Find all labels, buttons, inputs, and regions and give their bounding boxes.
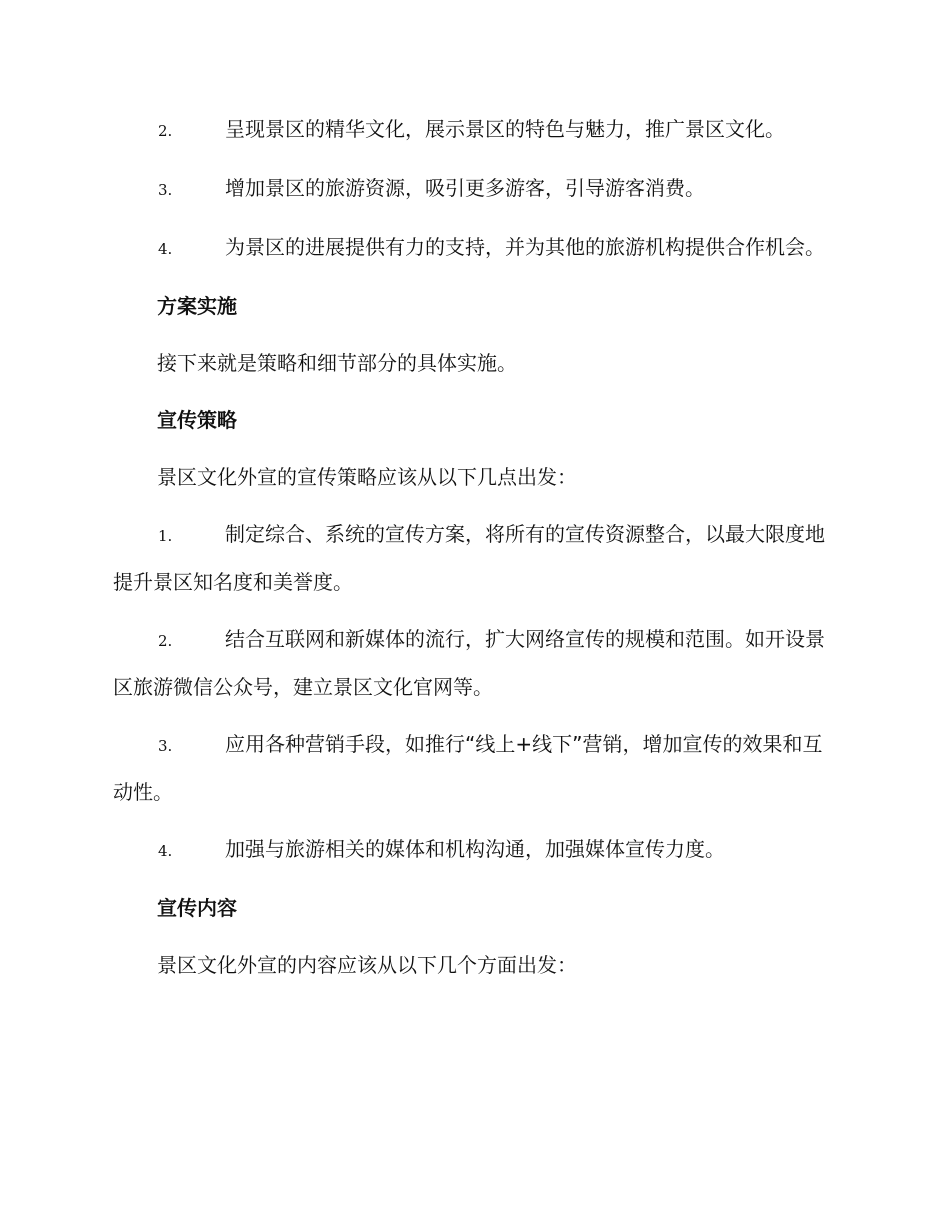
section-heading-strategy: 宣传策略 xyxy=(157,408,237,432)
list-text: 为景区的进展提供有力的支持，并为其他的旅游机构提供合作机会。 xyxy=(225,235,825,259)
list-text: 应用各种营销手段，如推行“线上+线下”营销，增加宣传的效果和互动性。 xyxy=(113,732,823,804)
list-text: 增加景区的旅游资源，吸引更多游客，引导游客消费。 xyxy=(225,176,705,200)
paragraph-content: 景区文化外宣的内容应该从以下几个方面出发： xyxy=(157,953,577,977)
section-heading-implementation: 方案实施 xyxy=(157,294,237,318)
section-heading-content: 宣传内容 xyxy=(157,896,237,920)
list-number: 1. xyxy=(158,527,173,545)
list-item xyxy=(113,165,835,213)
paragraph-strategy: 景区文化外宣的宣传策略应该从以下几点出发： xyxy=(157,465,577,489)
list-item xyxy=(113,616,835,710)
list-number: 2. xyxy=(158,122,173,140)
list-item xyxy=(113,106,835,154)
list-text: 结合互联网和新媒体的流行，扩大网络宣传的规模和范围。如开设景区旅游微信公众号，建立景区文化官网等。 xyxy=(113,627,825,699)
list-text: 制定综合、系统的宣传方案，将所有的宣传资源整合，以最大限度地提升景区知名度和美誉度。 xyxy=(113,522,825,594)
list-number: 3. xyxy=(158,737,173,755)
document-body xyxy=(113,106,835,999)
list-item xyxy=(113,721,835,815)
list-number: 4. xyxy=(158,842,173,860)
list-number: 4. xyxy=(158,240,173,258)
list-number: 2. xyxy=(158,632,173,650)
list-item xyxy=(113,224,835,272)
list-text: 呈现景区的精华文化，展示景区的特色与魅力，推广景区文化。 xyxy=(225,117,785,141)
list-item xyxy=(113,511,835,605)
paragraph-implementation: 接下来就是策略和细节部分的具体实施。 xyxy=(157,351,517,375)
list-item xyxy=(113,826,835,874)
list-text: 加强与旅游相关的媒体和机构沟通，加强媒体宣传力度。 xyxy=(225,837,725,861)
list-number: 3. xyxy=(158,181,173,199)
